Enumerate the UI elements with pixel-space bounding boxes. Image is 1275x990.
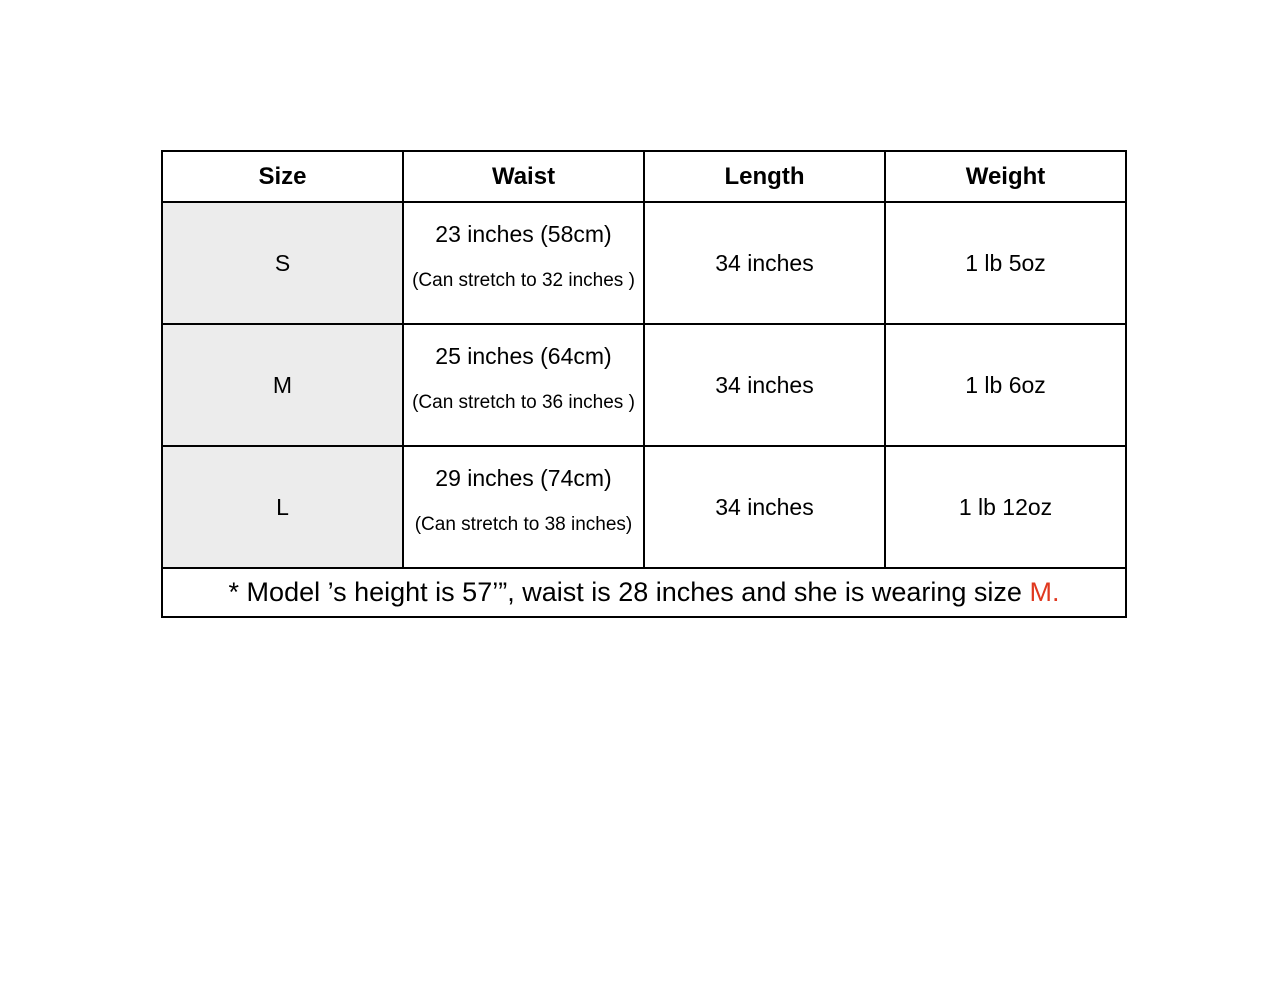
weight-value: 1 lb 6oz (885, 324, 1126, 446)
model-footnote (162, 568, 1126, 617)
header-length: Length (644, 151, 885, 202)
waist-stretch-note: (Can stretch to 38 inches) (414, 513, 633, 535)
header-size: Size (162, 151, 403, 202)
weight-value: 1 lb 5oz (885, 202, 1126, 324)
length-value: 34 inches (644, 324, 885, 446)
waist-value: 25 inches (64cm) (435, 342, 612, 369)
weight-value: 1 lb 12oz (885, 446, 1126, 568)
footnote-row (162, 568, 1126, 617)
table-row (162, 446, 1126, 568)
length-value: 34 inches (644, 202, 885, 324)
footnote-size-highlight: M. (1029, 577, 1060, 607)
size-value: S (162, 202, 403, 324)
waist-cell (403, 324, 644, 446)
waist-value: 23 inches (58cm) (435, 220, 612, 247)
size-value: L (162, 446, 403, 568)
waist-stretch-note: (Can stretch to 32 inches ) (412, 269, 635, 291)
table-row (162, 202, 1126, 324)
footnote-text: * Model ’s height is 57’”, waist is 28 inches and she is wearing size (228, 577, 1030, 607)
waist-cell (403, 202, 644, 324)
length-value: 34 inches (644, 446, 885, 568)
header-row (162, 151, 1126, 202)
size-chart-table (161, 150, 1127, 618)
waist-cell (403, 446, 644, 568)
table-row (162, 324, 1126, 446)
waist-stretch-note: (Can stretch to 36 inches ) (412, 391, 635, 413)
waist-value: 29 inches (74cm) (435, 464, 612, 491)
header-weight: Weight (885, 151, 1126, 202)
size-value: M (162, 324, 403, 446)
header-waist: Waist (403, 151, 644, 202)
